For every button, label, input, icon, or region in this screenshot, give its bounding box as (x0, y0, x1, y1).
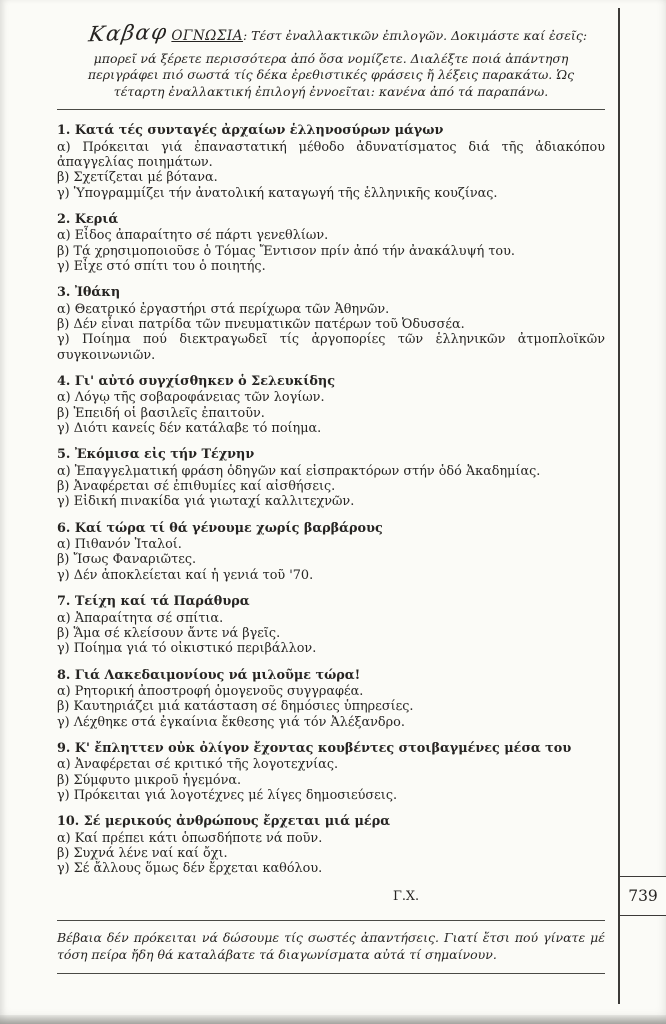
option-label: α) (57, 757, 71, 773)
question-options (57, 611, 605, 657)
option-text: Σύμφυτο μικροῦ ἡγεμόνα. (73, 772, 242, 788)
question-number: 6. (57, 520, 71, 536)
option-text: Λέχθηκε στά ἐγκαίνια ἔκθεσης γιά τόν Ἀλέξανδρο. (73, 714, 405, 730)
question-option (57, 186, 605, 201)
option-text: Πιθανόν Ἰταλοί. (74, 537, 182, 553)
option-text: Ρητορική ἀποστροφή ὁμογενοῦς συγγραφέα. (74, 683, 364, 699)
question-option (57, 846, 605, 861)
intro-text: μπορεῖ νά ξέρετε περισσότερα ἀπό ὅσα νομίζετε. Διαλέξτε ποιά ἀπάντηση περιγράφει πιό σωστά τίς δέκα ἐρεθιστικές φράσεις ἤ λέξεις παρακάτω. Ὡς τέταρτη ἐναλλακτική ἐπιλογή ἐννοεῖται: κανένα ἀπό τά παραπάνω. (87, 50, 575, 99)
question-number: 1. (57, 123, 71, 139)
option-label: α) (57, 301, 71, 317)
question-option (57, 537, 605, 552)
option-label: α) (57, 139, 71, 155)
option-text: Πρόκειται γιά ἐπαναστατική μέθοδο ἀδυνατίσματος διά τῆς ἀδιακόπου ἀπαγγελίας ποιημάτων. (57, 139, 605, 170)
question-option (57, 684, 605, 699)
question-options (57, 757, 605, 803)
question-number: 3. (57, 285, 71, 301)
option-label: γ) (57, 185, 70, 201)
question-options (57, 684, 605, 730)
question-option (57, 715, 605, 730)
option-text: Ὑπογραμμίζει τήν ἀνατολική καταγωγή τῆς ἑλληνικῆς κουζίνας. (73, 185, 498, 201)
question-number: 10. (57, 814, 80, 830)
question-option (57, 479, 605, 494)
option-label: β) (57, 772, 70, 788)
question-options (57, 302, 605, 363)
option-label: γ) (57, 714, 70, 730)
option-label: α) (57, 830, 71, 846)
option-text: Τά χρησιμοποιοῦσε ὁ Τόμας Ἔντισον πρίν ἀπό τήν ἀνακάλυψή του. (73, 243, 515, 259)
question-number: 9. (57, 740, 71, 756)
question-title-line (57, 123, 605, 138)
option-text: Εἶχε στό σπίτι του ὁ ποιητής. (73, 258, 266, 274)
question-option (57, 170, 605, 185)
option-text: Δέν ἀποκλείεται καί ἡ γενιά τοῦ '70. (73, 567, 314, 583)
page-number: 739 (620, 876, 666, 916)
question-option (57, 626, 605, 641)
option-label: β) (57, 699, 70, 715)
question-option (57, 464, 605, 479)
option-label: γ) (57, 332, 70, 348)
question-title: Σέ μερικούς ἀνθρώπους ἔρχεται μιά μέρα (83, 814, 391, 830)
question-block (57, 814, 605, 876)
question-option (57, 611, 605, 626)
question-title: Γι' αὐτό συγχίσθηκεν ὁ Σελευκίδης (74, 374, 336, 390)
option-label: γ) (57, 494, 70, 510)
question-title-line (57, 814, 605, 829)
question-block (57, 668, 605, 730)
question-block (57, 521, 605, 583)
question-title: Κ' ἔπληττεν οὐκ ὀλίγον ἔχοντας κουβέντες στοιβαγμένες μέσα του (74, 740, 572, 756)
question-title: Τείχη καί τά Παράθυρα (74, 594, 250, 610)
question-number: 2. (57, 211, 71, 227)
question-title: Γιά Λακεδαιμονίους νά μιλοῦμε τώρα! (74, 667, 361, 683)
option-text: Ἀναφέρεται σέ ἐπιθυμίες καί αἰσθήσεις. (73, 479, 336, 495)
question-block (57, 285, 605, 363)
question-block (57, 212, 605, 274)
option-label: β) (57, 170, 70, 186)
option-text: Λόγῳ τῆς σοβαροφάνειας τῶν λογίων. (74, 390, 325, 406)
option-text: Συχνά λένε ναί καί ὄχι. (73, 845, 228, 861)
question-option (57, 641, 605, 656)
option-label: α) (57, 683, 71, 699)
question-title-line (57, 521, 605, 536)
footer-divider-bottom (57, 973, 605, 974)
question-options (57, 390, 605, 436)
option-label: β) (57, 317, 70, 332)
option-text: Πρόκειται γιά λογοτέχνες μέ λίγες δημοσιεύσεις. (73, 787, 398, 803)
question-option (57, 568, 605, 583)
option-text: Ἐπειδή οἱ βασιλεῖς ἐπαιτοῦν. (73, 405, 265, 421)
option-label: γ) (57, 861, 70, 877)
question-block (57, 374, 605, 436)
option-text: Διότι κανείς δέν κατάλαβε τό ποίημα. (73, 421, 322, 437)
question-option (57, 788, 605, 803)
question-number: 7. (57, 594, 71, 610)
question-title: Κεριά (74, 211, 119, 227)
option-text: Ἀπαραίτητα σέ σπίτια. (74, 610, 224, 626)
option-text: Ἴσως Φαναριῶτες. (73, 552, 197, 568)
question-title-line (57, 285, 605, 300)
option-label: γ) (57, 567, 70, 583)
question-option (57, 494, 605, 509)
option-text: Σχετίζεται μέ βότανα. (73, 170, 218, 186)
question-option (57, 406, 605, 421)
option-label: β) (57, 625, 70, 641)
option-text: Καί πρέπει κάτι ὁπωσδήποτε νά ποῦν. (74, 830, 323, 846)
option-label: β) (57, 479, 70, 495)
author-initials: Γ.Χ. (392, 888, 420, 904)
option-text: Εἰδική πινακίδα γιά γιωταχί καλλιτεχνῶν. (73, 494, 355, 510)
question-option (57, 390, 605, 405)
footer-note: Βέβαια δέν πρόκειται νά δώσουμε τίς σωστές ἀπαντήσεις. Γιατί ἔτσι πού γίνατε μέ τόση πείρα ἤδη θά καταλάβατε τά διαγωνίσματα αὐτά τί σημαίνουν. (57, 929, 605, 962)
option-label: β) (57, 845, 70, 861)
option-label: γ) (57, 787, 70, 803)
question-title-line (57, 594, 605, 609)
option-label: β) (57, 405, 70, 421)
question-option (57, 773, 605, 788)
title-subtitle: : Τέστ ἐναλλακτικῶν ἐπιλογῶν. Δοκιμάστε καί ἐσεῖς: (242, 28, 588, 43)
question-title: Κατά τές συνταγές ἀρχαίων ἑλληνοσύρων μάγων (74, 123, 444, 139)
option-text: Δέν εἶναι πατρίδα τῶν πνευματικῶν πατέρων τοῦ Ὀδυσσέα. (73, 317, 465, 332)
question-block (57, 123, 605, 201)
question-options (57, 537, 605, 583)
question-options (57, 228, 605, 274)
option-label: α) (57, 390, 71, 406)
question-option (57, 332, 605, 363)
handwritten-title-part: Καβαφ (87, 19, 170, 47)
page-content (57, 20, 605, 974)
option-text: Θεατρικό ἐργαστήρι στά περίχωρα τῶν Ἀθηνῶν. (74, 301, 390, 317)
option-text: Ἅμα σέ κλείσουν ἄντε νά βγεῖς. (73, 625, 281, 641)
question-option (57, 259, 605, 274)
option-text: Σέ ἄλλους ὅμως δέν ἔρχεται καθόλου. (73, 861, 323, 877)
option-label: α) (57, 228, 71, 244)
header-divider (57, 109, 605, 110)
question-option (57, 861, 605, 876)
option-text: Καυτηριάζει μιά κατάσταση σέ δημόσιες ὑπηρεσίες. (73, 699, 414, 715)
option-label: α) (57, 537, 71, 553)
question-number: 8. (57, 667, 71, 683)
question-title-line (57, 741, 605, 756)
option-text: Ποίημα πού διεκτραγωδεῖ τίς ἀργοπορίες τῶν ἑλληνικῶν ἀτμοπλοϊκῶν συγκοινωνιῶν. (57, 332, 605, 363)
question-title: Καί τώρα τί θά γένουμε χωρίς βαρβάρους (74, 520, 383, 536)
questions-list (57, 123, 605, 876)
right-margin-rule (618, 8, 620, 1004)
question-option (57, 552, 605, 567)
question-options (57, 140, 605, 201)
option-text: Ἀναφέρεται σέ κριτικό τῆς λογοτεχνίας. (74, 757, 339, 773)
question-option (57, 317, 605, 332)
question-option (57, 421, 605, 436)
question-options (57, 464, 605, 510)
option-label: β) (57, 552, 70, 568)
question-option (57, 831, 605, 846)
option-label: β) (57, 243, 70, 259)
question-option (57, 228, 605, 243)
scan-bottom-edge (0, 1015, 666, 1024)
printed-title-part: ΟΓΝΩΣΙΑ (171, 28, 243, 44)
question-number: 5. (57, 447, 71, 463)
option-label: γ) (57, 258, 70, 274)
question-block (57, 741, 605, 803)
question-title-line (57, 668, 605, 683)
option-label: α) (57, 610, 71, 626)
question-title-line (57, 447, 605, 462)
question-block (57, 447, 605, 509)
question-title: Ἐκόμισα εἰς τήν Τέχνην (74, 447, 255, 463)
option-text: Ποίημα γιά τό οἰκιστικό περιβάλλον. (73, 641, 317, 657)
question-title-line (57, 374, 605, 389)
option-text: Εἶδος ἀπαραίτητο σέ πάρτι γενεθλίων. (74, 228, 329, 244)
question-title-line (57, 212, 605, 227)
option-text: Ἐπαγγελματική φράση ὁδηγῶν καί εἰσπρακτόρων στήν ὁδό Ἀκαδημίας. (74, 463, 541, 479)
question-block (57, 594, 605, 656)
question-option (57, 302, 605, 317)
footer-divider-top (57, 920, 605, 921)
question-option (57, 757, 605, 772)
question-options (57, 831, 605, 877)
title-line (57, 20, 605, 48)
option-label: γ) (57, 421, 70, 437)
option-label: γ) (57, 641, 70, 657)
option-label: α) (57, 463, 71, 479)
question-number: 4. (57, 374, 71, 390)
page-header (57, 20, 605, 100)
question-option (57, 140, 605, 171)
question-title: Ἰθάκη (74, 285, 121, 301)
question-option (57, 244, 605, 259)
question-option (57, 699, 605, 714)
